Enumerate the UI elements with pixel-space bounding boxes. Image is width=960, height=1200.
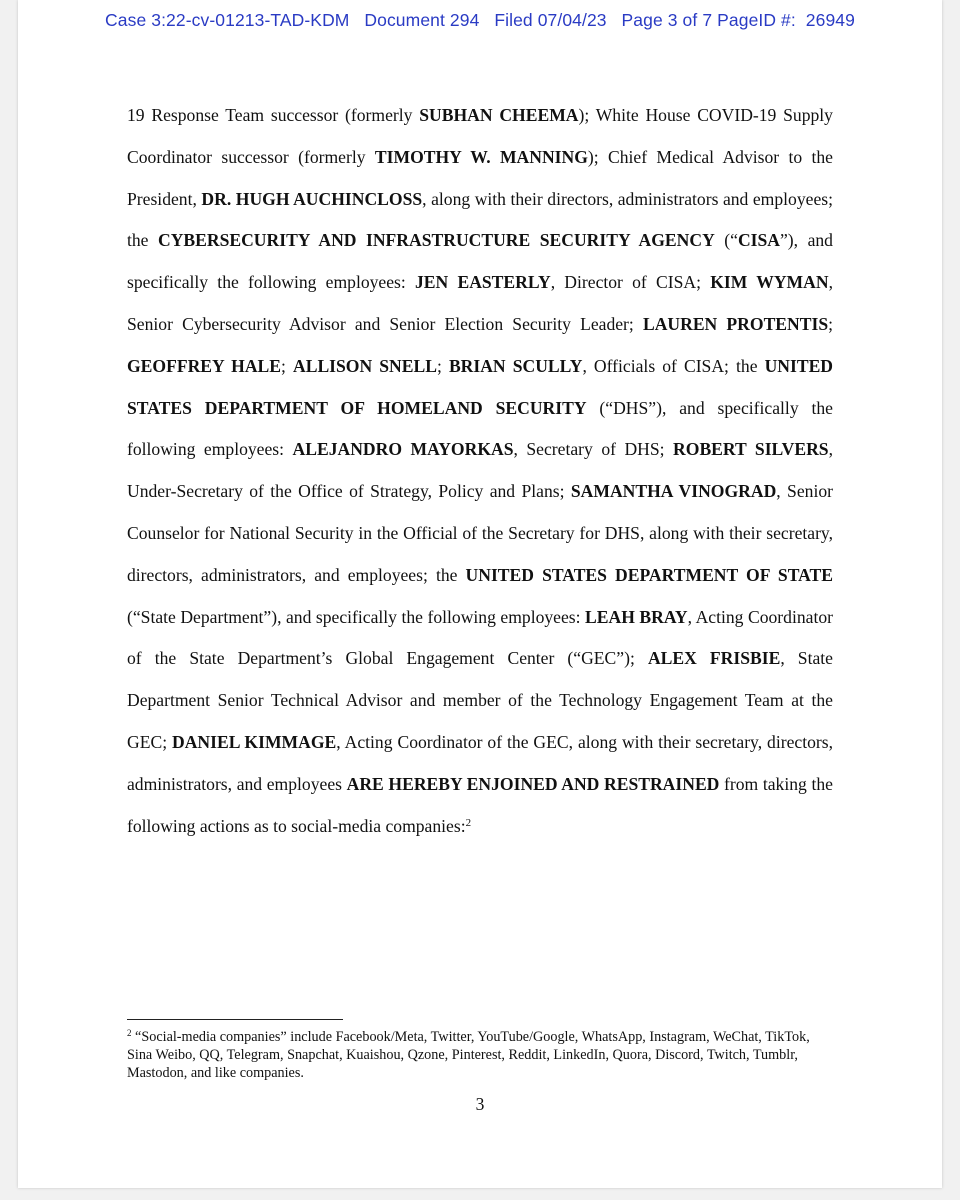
- text-run: , Senior Counselor for National Security in the Official of the Secretary for DHS, along with their secretary, directors, administrators, and employees; the: [127, 481, 833, 585]
- bold-run: CYBERSECURITY AND INFRASTRUCTURE SECURITY AGENCY: [158, 230, 715, 251]
- bold-run: LEAH BRAY: [585, 606, 688, 627]
- bold-run: CISA: [737, 230, 780, 251]
- text-run: ”), and specifically the following employees:: [127, 230, 833, 293]
- bold-run: UNITED STATES DEPARTMENT OF HOMELAND SECURITY: [127, 355, 834, 418]
- bold-run: ALEJANDRO MAYORKAS: [292, 439, 514, 460]
- page-number: 3: [475, 1094, 485, 1114]
- bold-run: BRIAN SCULLY: [448, 355, 583, 376]
- text-run: ); White House COVID-19 Supply Coordinator successor (formerly: [127, 105, 833, 167]
- text-run: , Director of CISA;: [550, 272, 711, 293]
- bold-run: JEN EASTERLY: [415, 272, 551, 293]
- bold-run: KIM WYMAN: [710, 272, 829, 293]
- case-number: Case 3:22-cv-01213-TAD-KDM: [105, 10, 350, 30]
- text-run: , State Department Senior Technical Advisor and member of the Technology Engagement Team at the GEC;: [127, 648, 833, 752]
- text-run: ); Chief Medical Advisor to the President,: [127, 146, 833, 209]
- bold-run: UNITED STATES DEPARTMENT OF STATE: [465, 564, 833, 585]
- page-id: PageID #: 26949: [717, 10, 855, 30]
- bold-run: ARE HEREBY ENJOINED AND RESTRAINED: [346, 773, 720, 794]
- footnote-reference: 2: [465, 816, 472, 829]
- text-run: , Senior Cybersecurity Advisor and Senior Election Security Leader;: [127, 272, 833, 334]
- filed-date: Filed 07/04/23: [494, 10, 607, 30]
- text-run: 19 Response Team successor (formerly: [127, 105, 420, 125]
- bold-run: ALEX FRISBIE: [647, 648, 781, 669]
- text-run: , Officials of CISA; the: [582, 355, 765, 376]
- bold-run: SUBHAN CHEEMA: [419, 105, 579, 125]
- footnote-marker: 2: [127, 1028, 132, 1038]
- bold-run: ROBERT SILVERS: [673, 439, 829, 460]
- footnote: [127, 1028, 833, 1083]
- bold-run: SAMANTHA VINOGRAD: [570, 481, 777, 502]
- text-run: , Acting Coordinator of the GEC, along with their secretary, directors, administrators, and employees: [127, 731, 833, 794]
- ecf-header: [0, 10, 960, 31]
- document-number: Document 294: [364, 10, 480, 30]
- text-run: , Under-Secretary of the Office of Strategy, Policy and Plans;: [127, 439, 833, 502]
- text-run: ;: [828, 313, 833, 334]
- bold-run: TIMOTHY W. MANNING: [374, 146, 588, 167]
- page-count: Page 3 of 7: [621, 10, 713, 30]
- footnote-text: “Social-media companies” include Facebook/Meta, Twitter, YouTube/Google, WhatsApp, Instagram, WeChat, TikTok, Sina Weibo, QQ, Telegram, Snapchat, Kuaishou, Qzone, Pinterest, Reddit, LinkedIn, Quora, Discord, Twitch, Tumblr, Mastodon, and like companies.: [127, 1029, 810, 1082]
- text-run: , Acting Coordinator of the State Department’s Global Engagement Center (“GEC”);: [127, 606, 833, 669]
- bold-run: GEOFFREY HALE: [127, 355, 282, 376]
- bold-run: LAUREN PROTENTIS: [642, 313, 829, 334]
- body-paragraph: [127, 95, 833, 847]
- text-run: from taking the following actions as to social-media companies:: [127, 773, 833, 836]
- footnote-divider: [127, 1019, 343, 1020]
- text-run: ;: [436, 355, 449, 376]
- bold-run: DANIEL KIMMAGE: [172, 731, 337, 752]
- text-run: (“DHS”), and specifically the following employees:: [127, 397, 833, 460]
- text-run: ;: [281, 355, 293, 376]
- text-run: , Secretary of DHS;: [513, 439, 674, 460]
- bold-run: ALLISON SNELL: [293, 355, 437, 376]
- text-run: (“: [714, 230, 738, 251]
- text-run: , along with their directors, administrators and employees; the: [127, 188, 834, 251]
- bold-run: DR. HUGH AUCHINCLOSS: [201, 188, 423, 209]
- text-run: (“State Department”), and specifically the following employees:: [127, 606, 586, 627]
